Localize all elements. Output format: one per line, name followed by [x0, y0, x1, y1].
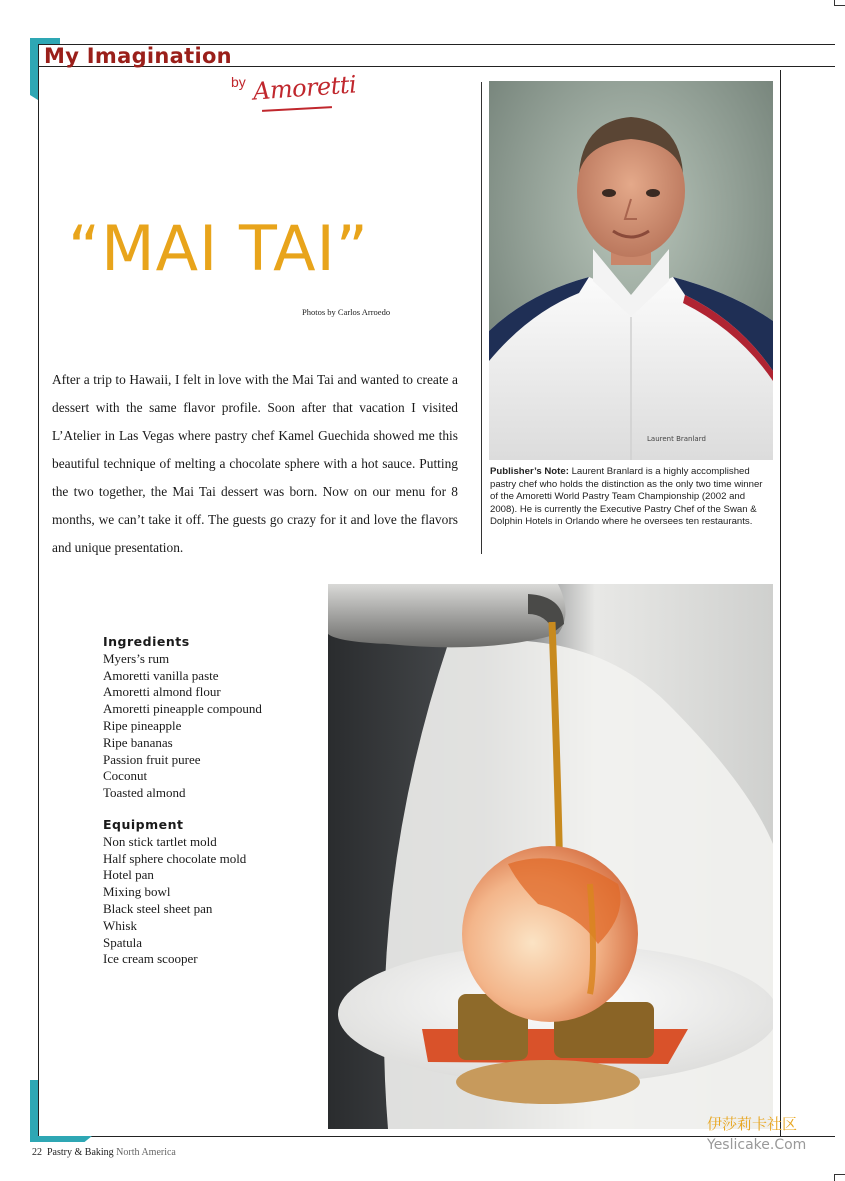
list-item: Amoretti almond flour — [103, 684, 221, 700]
article-headline: “MAI TAI” — [68, 212, 369, 285]
list-item: Half sphere chocolate mold — [103, 850, 247, 866]
brand-logo: Amoretti — [252, 70, 358, 106]
publisher-note — [490, 466, 773, 529]
watermark-chinese: 伊莎莉卡社区 — [707, 1115, 798, 1133]
column-divider — [481, 82, 482, 554]
list-item: Black steel sheet pan — [103, 900, 213, 916]
list-item: Ripe bananas — [103, 734, 173, 750]
list-item: Amoretti vanilla paste — [103, 667, 219, 683]
list-item: Ice cream scooper — [103, 951, 198, 967]
photo-credit: Photos by Carlos Arroedo — [302, 307, 391, 317]
page-footer — [32, 1147, 176, 1158]
list-item: Whisk — [103, 917, 137, 933]
by-label: by — [231, 74, 246, 90]
corner-accent-top — [30, 38, 38, 100]
equipment-heading: Equipment — [103, 817, 184, 832]
publisher-note-label: Publisher’s Note: — [490, 466, 569, 477]
equipment-list — [103, 817, 313, 968]
list-item: Non stick tartlet mold — [103, 833, 217, 849]
chef-portrait-photo — [489, 81, 773, 460]
page-number: 22 — [32, 1147, 42, 1158]
corner-accent-bottom-bar — [30, 1136, 92, 1142]
list-item: Myers’s rum — [103, 650, 170, 666]
jacket-embroidery: Laurent Branlard — [647, 435, 706, 443]
dessert-photo — [328, 584, 773, 1129]
section-title: My Imagination — [44, 44, 232, 68]
watermark-site: Yeslicake.Com — [707, 1137, 807, 1153]
magazine-region: North America — [116, 1147, 176, 1158]
ingredients-list — [103, 634, 313, 802]
list-item: Mixing bowl — [103, 884, 171, 900]
list-item: Coconut — [103, 768, 148, 784]
magazine-name: Pastry & Baking — [47, 1147, 114, 1158]
intro-paragraph: After a trip to Hawaii, I felt in love with the Mai Tai and wanted to create a dessert with the same flavor profile. Soon after that vacation I visited L’Atelier in Las Vegas where pastry chef Kamel Guechida showed me this beautiful technique of melting a chocolate sphere with a hot sauce. Putting the two together, the Mai Tai dessert was born. Now on our menu for 8 months, we can’t take it off. The guests go crazy for it and love the flavors and unique presentation. — [52, 372, 458, 555]
list-item: Hotel pan — [103, 867, 154, 883]
crop-mark-top — [834, 0, 845, 6]
list-item: Amoretti pineapple compound — [103, 701, 262, 717]
left-rule — [38, 44, 39, 1136]
list-item: Passion fruit puree — [103, 751, 201, 767]
list-item: Ripe pineapple — [103, 717, 182, 733]
list-item: Spatula — [103, 934, 142, 950]
right-rule — [780, 70, 781, 1136]
publisher-note-text: Laurent Branlard is a highly accomplished pastry chef who holds the distinction as the only two time winner of the Amoretti World Pastry Team Championship (2002 and 2008). He is currently the Executive Pastry Chef of the Swan & Dolphin Hotels in Orlando where he oversees ten restaurants. — [490, 466, 763, 528]
list-item: Toasted almond — [103, 785, 186, 801]
brand-logo-underline — [262, 106, 332, 112]
corner-accent-bottom — [30, 1080, 38, 1142]
ingredients-heading: Ingredients — [103, 634, 190, 649]
